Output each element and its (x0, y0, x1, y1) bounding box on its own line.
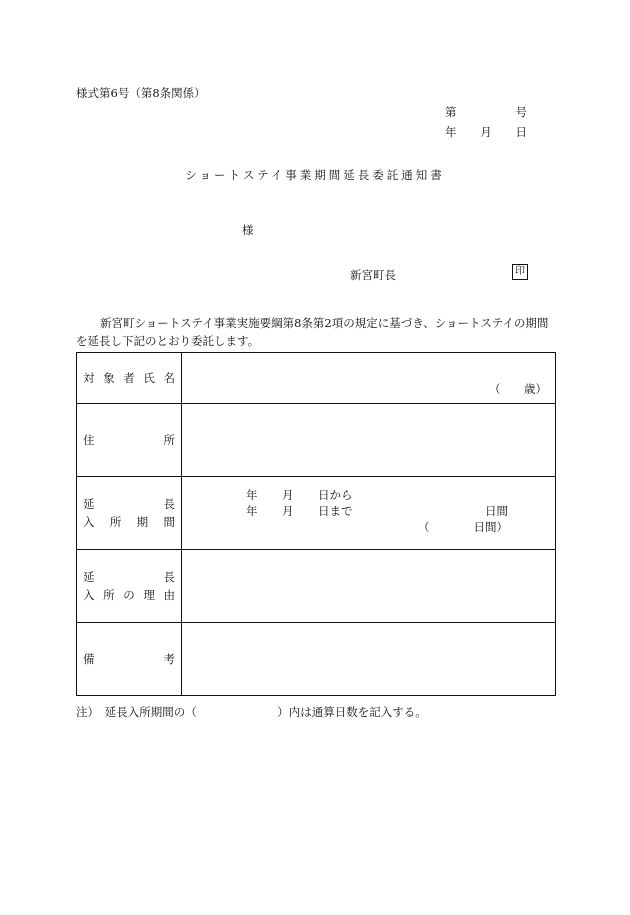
date-day: 日 (515, 125, 527, 139)
date-year: 年 (445, 125, 457, 139)
issuer-name: 新宮町長 (350, 268, 396, 282)
recipient-honorific: 様 (242, 223, 254, 237)
table-row-reason (77, 550, 556, 623)
issue-date-line (445, 124, 527, 140)
address-value[interactable] (182, 404, 556, 477)
reason-value[interactable] (182, 550, 556, 623)
form-table (76, 352, 556, 696)
address-label: 住 所 (77, 404, 182, 477)
period-days: 日間 （ 日間） (418, 504, 508, 534)
seal-mark: 印 (512, 264, 528, 280)
reason-label: 延 長 入 所 の 理 由 (77, 550, 182, 623)
remarks-label: 備 考 (77, 623, 182, 696)
period-dates: 年 月 日から 年 月 日まで (246, 488, 353, 518)
number-prefix: 第 (445, 105, 457, 119)
date-month: 月 (480, 125, 492, 139)
table-row-name (77, 353, 556, 404)
document-number-line (445, 104, 527, 120)
number-suffix: 号 (515, 105, 527, 119)
period-value[interactable] (182, 477, 556, 550)
age-field: （ 歳） (489, 382, 547, 396)
table-row-address (77, 404, 556, 477)
remarks-value[interactable] (182, 623, 556, 696)
name-value[interactable] (182, 353, 556, 404)
table-row-period (77, 477, 556, 550)
name-label: 対 象 者 氏 名 (77, 353, 182, 404)
footnote: 注） 延長入所期間の（ ）内は通算日数を記入する。 (76, 705, 427, 719)
document-title: ショートステイ事業期間延長委託通知書 (185, 168, 445, 182)
period-label: 延 長 入 所 期 間 (77, 477, 182, 550)
table-row-remarks (77, 623, 556, 696)
body-paragraph: 新宮町ショートステイ事業実施要綱第8条第2項の規定に基づき、ショートステイの期間を延長し下記のとおり委託します。 (76, 316, 549, 348)
form-number: 様式第6号（第8条関係） (76, 86, 206, 100)
